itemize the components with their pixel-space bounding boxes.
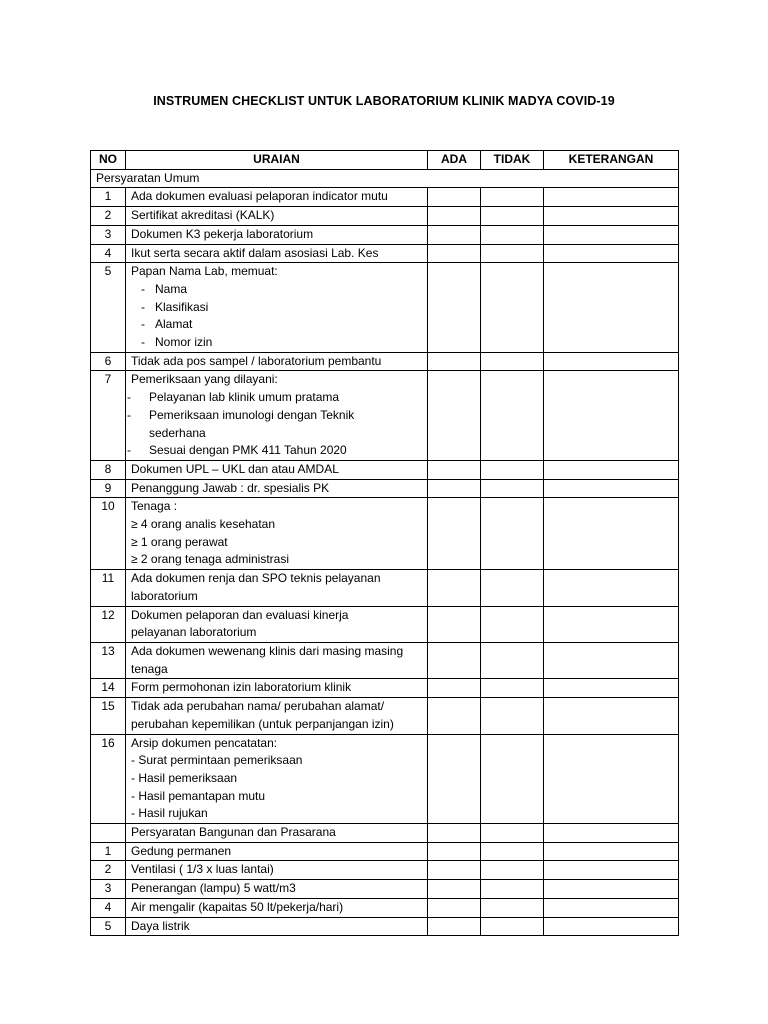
keterangan-cell[interactable] (544, 734, 679, 824)
tidak-cell (481, 824, 544, 843)
table-row (91, 352, 679, 371)
row-number: 5 (91, 917, 126, 936)
text-line: Dokumen pelaporan dan evaluasi kinerja (131, 607, 349, 622)
keterangan-cell[interactable] (544, 371, 679, 461)
keterangan-cell[interactable] (544, 244, 679, 263)
list-item: ≥ 4 orang analis kesehatan (131, 517, 276, 532)
item-heading: Arsip dokumen pencatatan: (131, 735, 278, 750)
keterangan-cell[interactable] (544, 917, 679, 936)
ada-cell[interactable] (428, 371, 481, 461)
header-keterangan: KETERANGAN (544, 151, 679, 170)
keterangan-cell[interactable] (544, 606, 679, 642)
ada-cell[interactable] (428, 570, 481, 606)
row-number: 5 (91, 263, 126, 353)
list-item: - Nomor izin (141, 335, 213, 350)
table-row (91, 861, 679, 880)
list-item: - Sesuai dengan PMK 411 Tahun 2020 (127, 443, 347, 458)
keterangan-cell[interactable] (544, 225, 679, 244)
section-title-persyaratan-umum: Persyaratan Umum (91, 169, 679, 188)
row-description: Ventilasi ( 1/3 x luas lantai) (126, 861, 428, 880)
tidak-cell[interactable] (481, 570, 544, 606)
ada-cell[interactable] (428, 698, 481, 734)
row-description: Air mengalir (kapaitas 50 lt/pekerja/hari) (126, 898, 428, 917)
list-item: - Hasil pemeriksaan (131, 770, 238, 785)
row-number: 6 (91, 352, 126, 371)
list-item: - Pemeriksaan imunologi dengan Teknik (127, 407, 355, 422)
ada-cell[interactable] (428, 225, 481, 244)
tidak-cell[interactable] (481, 188, 544, 207)
tidak-cell[interactable] (481, 263, 544, 353)
text-line: Ada dokumen renja dan SPO teknis pelayanan (131, 571, 381, 586)
tidak-cell[interactable] (481, 734, 544, 824)
header-tidak: TIDAK (481, 151, 544, 170)
tidak-cell[interactable] (481, 917, 544, 936)
ada-cell[interactable] (428, 460, 481, 479)
row-description: Dokumen K3 pekerja laboratorium (126, 225, 428, 244)
ada-cell (428, 824, 481, 843)
ada-cell[interactable] (428, 244, 481, 263)
row-number: 3 (91, 225, 126, 244)
checklist-table (90, 150, 679, 936)
table-row (91, 460, 679, 479)
row-number: 1 (91, 188, 126, 207)
header-ada: ADA (428, 151, 481, 170)
tidak-cell[interactable] (481, 479, 544, 498)
tidak-cell[interactable] (481, 898, 544, 917)
row-number: 1 (91, 842, 126, 861)
table-row (91, 371, 679, 461)
row-description (126, 698, 428, 734)
table-row (91, 734, 679, 824)
row-description: Gedung permanen (126, 842, 428, 861)
row-description: Ikut serta secara aktif dalam asosiasi Lab. Kes (126, 244, 428, 263)
row-description: Penanggung Jawab : dr. spesialis PK (126, 479, 428, 498)
keterangan-cell[interactable] (544, 479, 679, 498)
ada-cell[interactable] (428, 679, 481, 698)
table-header-row (91, 151, 679, 170)
keterangan-cell[interactable] (544, 498, 679, 570)
ada-cell[interactable] (428, 479, 481, 498)
ada-cell[interactable] (428, 734, 481, 824)
row-number: 10 (91, 498, 126, 570)
table-row (91, 207, 679, 226)
section-row (91, 824, 679, 843)
row-description (126, 570, 428, 606)
keterangan-cell[interactable] (544, 679, 679, 698)
text-line: laboratorium (131, 588, 198, 603)
row-description (126, 263, 428, 353)
keterangan-cell[interactable] (544, 188, 679, 207)
row-number: 11 (91, 570, 126, 606)
ada-cell[interactable] (428, 207, 481, 226)
row-number: 15 (91, 698, 126, 734)
ada-cell[interactable] (428, 263, 481, 353)
list-item: - Hasil pemantapan mutu (131, 788, 266, 803)
keterangan-cell (544, 824, 679, 843)
tidak-cell[interactable] (481, 460, 544, 479)
table-row (91, 917, 679, 936)
text-line: tenaga (131, 661, 168, 676)
row-number: 9 (91, 479, 126, 498)
table-row (91, 263, 679, 353)
tidak-cell[interactable] (481, 371, 544, 461)
item-heading: Pemeriksaan yang dilayani: (131, 372, 278, 387)
row-description: Penerangan (lampu) 5 watt/m3 (126, 880, 428, 899)
list-item: - Pelayanan lab klinik umum pratama (127, 390, 340, 405)
tidak-cell[interactable] (481, 498, 544, 570)
tidak-cell[interactable] (481, 880, 544, 899)
list-item: - Klasifikasi (141, 299, 209, 314)
empty-number-cell (91, 824, 126, 843)
table-row (91, 570, 679, 606)
row-description: Form permohonan izin laboratorium klinik (126, 679, 428, 698)
table-row (91, 225, 679, 244)
tidak-cell[interactable] (481, 606, 544, 642)
tidak-cell[interactable] (481, 352, 544, 371)
row-description: Dokumen UPL – UKL dan atau AMDAL (126, 460, 428, 479)
row-number: 4 (91, 898, 126, 917)
text-line: perubahan kepemilikan (untuk perpanjangan izin) (131, 716, 394, 731)
ada-cell[interactable] (428, 352, 481, 371)
tidak-cell[interactable] (481, 861, 544, 880)
row-number: 7 (91, 371, 126, 461)
keterangan-cell[interactable] (544, 460, 679, 479)
row-number: 13 (91, 642, 126, 678)
ada-cell[interactable] (428, 898, 481, 917)
row-number: 16 (91, 734, 126, 824)
row-description (126, 606, 428, 642)
row-description (126, 371, 428, 461)
text-line: Ada dokumen wewenang klinis dari masing masing (131, 643, 404, 658)
item-heading: Papan Nama Lab, memuat: (131, 264, 278, 279)
keterangan-cell[interactable] (544, 263, 679, 353)
row-number: 8 (91, 460, 126, 479)
row-number: 2 (91, 207, 126, 226)
ada-cell[interactable] (428, 880, 481, 899)
ada-cell[interactable] (428, 861, 481, 880)
keterangan-cell[interactable] (544, 570, 679, 606)
table-row (91, 498, 679, 570)
list-item: ≥ 2 orang tenaga administrasi (131, 552, 290, 567)
row-number: 12 (91, 606, 126, 642)
ada-cell[interactable] (428, 642, 481, 678)
tidak-cell[interactable] (481, 698, 544, 734)
list-item: - Hasil rujukan (131, 806, 208, 821)
keterangan-cell[interactable] (544, 207, 679, 226)
tidak-cell[interactable] (481, 642, 544, 678)
row-description: Tidak ada pos sampel / laboratorium pembantu (126, 352, 428, 371)
text-line: Tidak ada perubahan nama/ perubahan alamat/ (131, 699, 385, 714)
keterangan-cell[interactable] (544, 842, 679, 861)
list-item: ≥ 1 orang perawat (131, 534, 228, 549)
section-title-bangunan: Persyaratan Bangunan dan Prasarana (126, 824, 428, 843)
table-row (91, 842, 679, 861)
ada-cell[interactable] (428, 917, 481, 936)
ada-cell[interactable] (428, 606, 481, 642)
table-row (91, 679, 679, 698)
document-title: INSTRUMEN CHECKLIST UNTUK LABORATORIUM KLINIK MADYA COVID-19 (153, 94, 615, 108)
table-row (91, 698, 679, 734)
row-description (126, 498, 428, 570)
header-no: NO (91, 151, 126, 170)
ada-cell[interactable] (428, 842, 481, 861)
row-description: Sertifikat akreditasi (KALK) (126, 207, 428, 226)
keterangan-cell[interactable] (544, 352, 679, 371)
table-row (91, 606, 679, 642)
item-heading: Tenaga : (131, 499, 178, 514)
tidak-cell[interactable] (481, 225, 544, 244)
ada-cell[interactable] (428, 188, 481, 207)
list-item: - Nama (141, 281, 188, 296)
row-description: Daya listrik (126, 917, 428, 936)
row-number: 4 (91, 244, 126, 263)
table-row (91, 244, 679, 263)
keterangan-cell[interactable] (544, 698, 679, 734)
keterangan-cell[interactable] (544, 898, 679, 917)
row-number: 3 (91, 880, 126, 899)
text-line: pelayanan laboratorium (131, 625, 257, 640)
row-number: 2 (91, 861, 126, 880)
row-description (126, 642, 428, 678)
table-row (91, 479, 679, 498)
table-row (91, 642, 679, 678)
ada-cell[interactable] (428, 498, 481, 570)
keterangan-cell[interactable] (544, 861, 679, 880)
header-uraian: URAIAN (126, 151, 428, 170)
row-description (126, 734, 428, 824)
list-item: - Surat permintaan pemeriksaan (131, 753, 303, 768)
section-row (91, 169, 679, 188)
tidak-cell[interactable] (481, 679, 544, 698)
tidak-cell[interactable] (481, 207, 544, 226)
table-row (91, 188, 679, 207)
keterangan-cell[interactable] (544, 642, 679, 678)
table-row (91, 880, 679, 899)
tidak-cell[interactable] (481, 842, 544, 861)
row-number: 14 (91, 679, 126, 698)
list-item-continuation: sederhana (149, 425, 206, 440)
table-row (91, 898, 679, 917)
keterangan-cell[interactable] (544, 880, 679, 899)
tidak-cell[interactable] (481, 244, 544, 263)
row-description: Ada dokumen evaluasi pelaporan indicator mutu (126, 188, 428, 207)
list-item: - Alamat (141, 317, 193, 332)
